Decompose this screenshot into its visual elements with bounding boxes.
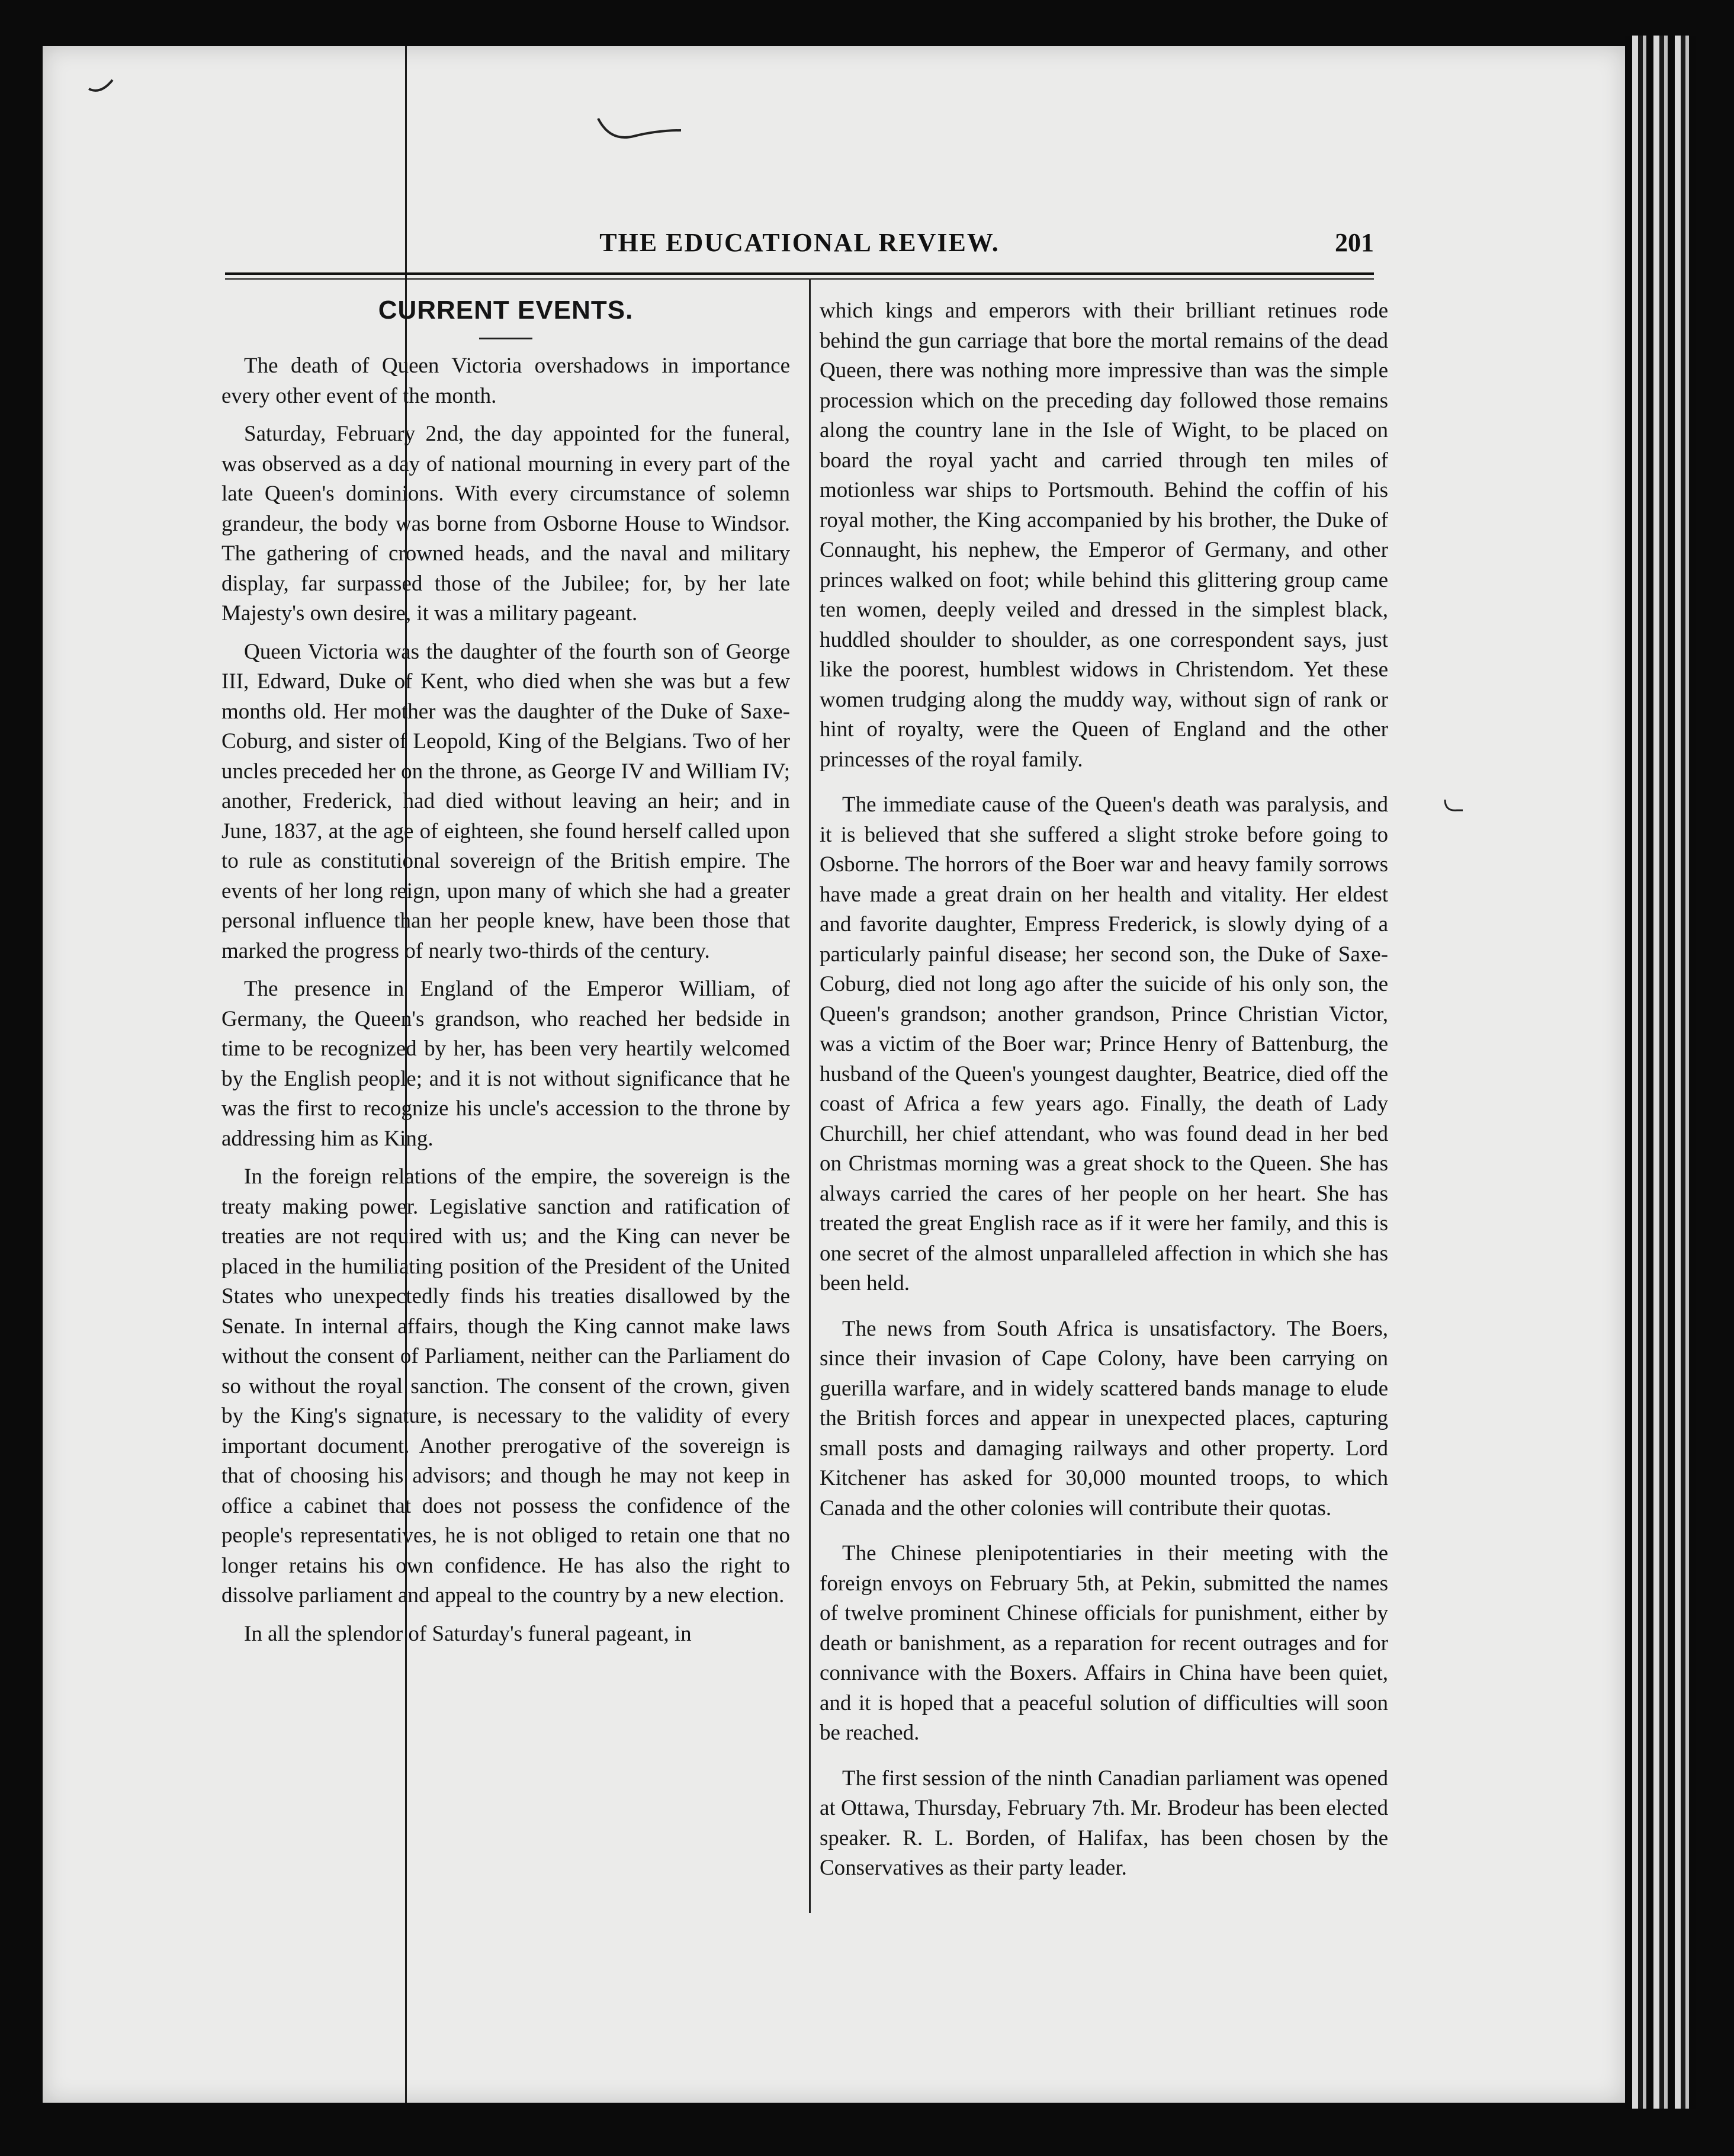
paragraph: The immediate cause of the Queen's death was paralysis, and it is believed that she suffered a slight stroke before going to Osborne. The horrors of the Boer war and heavy family sorrows have made a great drain on her health and vitality. Her eldest and favorite daughter, Empress Frederick, is slowly dying of a particularly painful disease; her second son, the Duke of Saxe-Coburg, died not long ago after the suicide of his only son, the Queen's grandson; another grandson, Prince Christian Victor, was a victim of the Boer war; Prince Henry of Battenburg, the husband of the Queen's youngest daughter, Beatrice, died off the coast of Africa a few years ago. Finally, the death of Lady Churchill, her chief attendant, who was found dead in her bed on Christmas morning was a great shock to the Queen. She has always carried the cares of her people on her heart. She has treated the great English race as if it were her family, and this is one secret of the almost unparalleled affection in which she has been held. — [820, 793, 1388, 1295]
paragraph: In all the splendor of Saturday's funeral pageant, in — [244, 1621, 692, 1646]
paragraph: The presence in England of the Emperor William, of Germany, the Queen's grandson, who reached her bedside in time to be recognized by her, has been very heartily welcomed by the English people; and it is not without significance that he was the first to recognize his uncle's accession to the throne by addressing him as King. — [221, 977, 790, 1151]
paragraph: which kings and emperors with their brilliant retinues rode behind the gun carriage that bore the mortal remains of the dead Queen, there was nothing more impressive than was the simple procession which on the preceding day followed those remains along the country lane in the Isle of Wight, to be placed on board the royal yacht and carried through ten miles of motionless war ships to Portsmouth. Behind the coffin of his royal mother, the King accompanied by his brother, the Duke of Connaught, his nephew, the Emperor of Germany, and other princes walked on foot; while behind this glittering group came ten women, deeply veiled and dressed in the simplest black, huddled shoulder to shoulder, as one correspondent says, just like the poorest, humblest widows in Christendom. Yet these women trudging along the muddy way, without sign of rank or hint of royalty, were the Queen of England and the other princesses of the royal family. — [820, 299, 1388, 772]
paragraph: Saturday, February 2nd, the day appointed for the funeral, was observed as a day of national mourning in every part of the late Queen's dominions. With every circumstance of solemn grandeur, the body was borne from Osborne House to Windsor. The gathering of crowned heads, and the naval and military display, far surpassed those of the Jubilee; for, by her late Majesty's own desire, it was a military pageant. — [221, 422, 790, 625]
ink-mark — [598, 118, 681, 137]
ink-mark — [1445, 800, 1463, 810]
paragraph: The Chinese plenipotentiaries in their meeting with the foreign envoys on February 5th, at Pekin, submitted the names of twelve prominent Chinese officials for punishment, either by death or banishment, as a reparation for recent outrages and for connivance with the Boxers. Affairs in China have been quiet, and it is hoped that a peaceful solution of difficulties will soon be reached. — [820, 1541, 1388, 1745]
paragraph: The death of Queen Victoria overshadows in importance every other event of the month. — [221, 354, 790, 408]
paragraph: The first session of the ninth Canadian parliament was opened at Ottawa, Thursday, February 7th. Mr. Brodeur has been elected speaker. R. L. Borden, of Halifax, has been chosen by the Conservatives as their party leader. — [820, 1766, 1388, 1880]
page-number: 201 — [1335, 228, 1374, 257]
journal-title: THE EDUCATIONAL REVIEW. — [599, 228, 1000, 257]
article-title: CURRENT EVENTS. — [378, 296, 634, 325]
paragraph: Queen Victoria was the daughter of the fourth son of George III, Edward, Duke of Kent, who died when she was but a few months old. Her mother was the daughter of the Duke of Saxe-Coburg, and sister of Leopold, King of the Belgians. Two of her uncles preceded her on the throne, as George IV and William IV; another, Frederick, had died without leaving an heir; and in June, 1837, at the age of eighteen, she found herself called upon to rule as constitutional sovereign of the British empire. The events of her long reign, upon many of which she had a greater personal influence than her people knew, have been those that marked the progress of nearly two-thirds of the century. — [221, 639, 790, 963]
paragraph: The news from South Africa is unsatisfactory. The Boers, since their invasion of Cape Colony, have been carrying on guerilla warfare, and in widely scattered bands manage to elude the British forces and appear in unexpected places, capturing small posts and damaging railways and other property. Lord Kitchener has asked for 30,000 mounted troops, to which Canada and the other colonies will contribute their quotas. — [820, 1316, 1388, 1520]
ink-mark — [89, 80, 113, 91]
paragraph: In the foreign relations of the empire, the sovereign is the treaty making power. Legislative sanction and ratification of treaties are not required with us; and the King can never be placed in the humiliating position of the President of the United States who unexpectedly finds his treaties disallowed by the Senate. In internal affairs, though the King cannot make laws without the consent of Parliament, neither can the Parliament do so without the royal sanction. The consent of the crown, given by the King's signature, is necessary to the validity of every important document. Another prerogative of the sovereign is that of choosing his advisors; and though he may not keep in office a cabinet that does not possess the confidence of the people's representatives, he is not obliged to retain one that no longer retains his own confidence. He has also the right to dissolve parliament and appeal to the country by a new election. — [221, 1164, 790, 1608]
